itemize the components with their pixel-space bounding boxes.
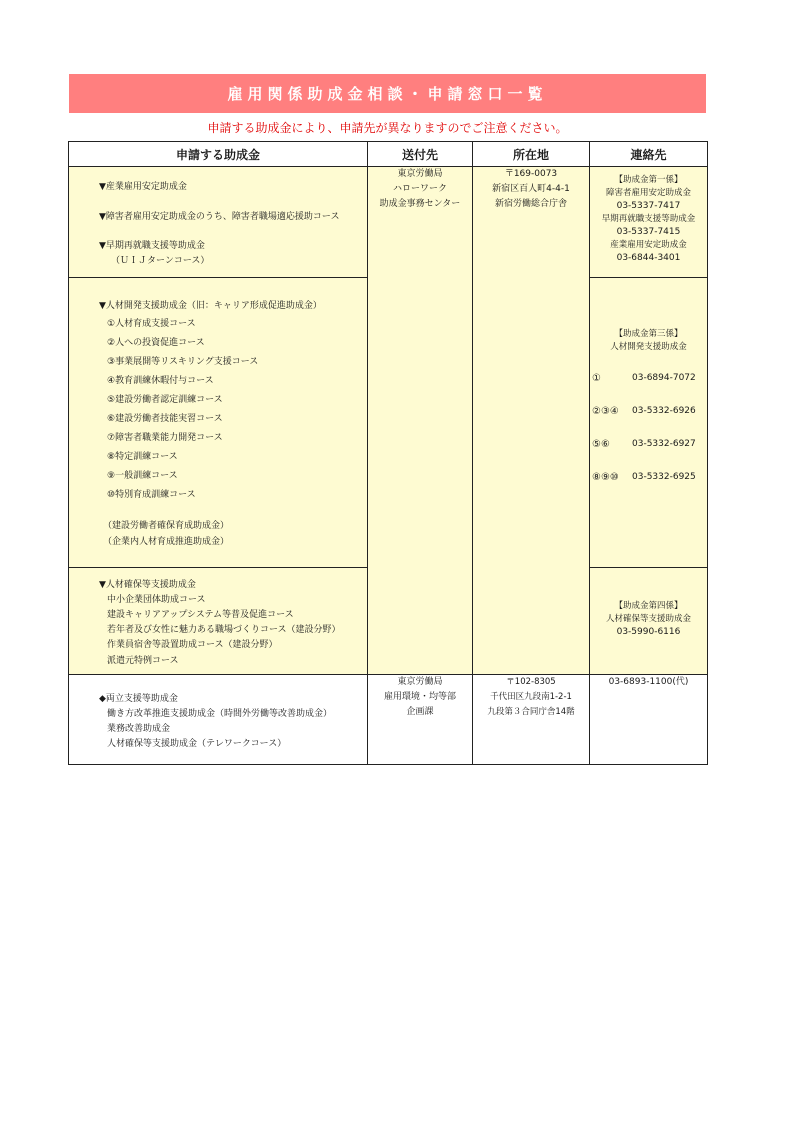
list-item: （建設労働者確保育成助成金） xyxy=(103,521,230,531)
list-item: ⑤建設労働者認定訓練コース xyxy=(107,395,223,405)
list-item: 派遣元特例コース xyxy=(107,656,179,666)
location-line: 〒102-8305 xyxy=(506,677,556,687)
phone-number: 03-6894-7072 xyxy=(632,373,696,383)
list-item: 中小企業団体助成コース xyxy=(107,595,206,605)
list-item: ⑧特定訓練コース xyxy=(107,452,178,462)
group3-subsidy-cell xyxy=(69,568,368,675)
phone-number: 03-6844-3401 xyxy=(616,253,681,263)
list-item: 建設キャリアアップシステム等普及促進コース xyxy=(107,610,294,620)
phone-number: 03-6893-1100(代) xyxy=(608,677,689,687)
shared-location-cell xyxy=(473,167,590,675)
list-item: ◆両立支援等助成金 xyxy=(99,694,178,704)
send-to-line: 助成金事務センター xyxy=(379,199,461,209)
phone-number: 03-5337-7417 xyxy=(616,201,681,211)
notice-text: 申請する助成金により、申請先が異なりますのでご注意ください。 xyxy=(207,121,568,135)
group4-contact-cell xyxy=(590,675,708,765)
list-item: ①人材育成支援コース xyxy=(107,319,196,329)
list-item: （ＵＩＪターンコース） xyxy=(111,256,210,266)
contact-number-row xyxy=(592,368,707,388)
list-item: 人材確保等支援助成金（テレワークコース） xyxy=(107,739,287,749)
group2-contact-cell xyxy=(590,278,708,568)
location-line: 千代田区九段南1-2-1 xyxy=(490,692,572,702)
send-to-line: 企画課 xyxy=(406,707,434,717)
contact-line: 人材確保等支援助成金 xyxy=(605,614,691,624)
header-location: 所在地 xyxy=(473,142,590,167)
contact-number-row xyxy=(592,434,707,454)
list-item: ⑨一般訓練コース xyxy=(107,471,178,481)
phone-number: 03-5990-6116 xyxy=(616,627,681,637)
list-item: ③事業展開等リスキリング支援コース xyxy=(107,357,259,367)
table-row xyxy=(69,167,708,278)
location-line: 九段第３合同庁舎14階 xyxy=(487,707,575,717)
course-key: ① xyxy=(592,372,601,384)
list-item: 作業員宿舎等設置助成コース（建設分野） xyxy=(107,640,278,650)
phone-number: 03-5332-6927 xyxy=(632,439,696,449)
list-item: ▼産業雇用安定助成金 xyxy=(99,182,187,192)
contact-table xyxy=(68,141,708,765)
course-key: ⑤⑥ xyxy=(592,438,610,450)
table-header-row xyxy=(69,142,708,167)
header-send-to: 送付先 xyxy=(368,142,473,167)
send-to-line: 東京労働局 xyxy=(397,169,443,179)
table-row xyxy=(69,675,708,765)
list-item: 業務改善助成金 xyxy=(107,724,171,734)
page-title-banner xyxy=(69,74,706,113)
contact-line: 産業雇用安定助成金 xyxy=(610,240,687,250)
location-line: 新宿労働総合庁舎 xyxy=(494,199,567,209)
list-item: ⑩特別育成訓練コース xyxy=(107,490,196,500)
list-item: ▼人材確保等支援助成金 xyxy=(99,580,196,590)
contact-line: 【助成金第一係】 xyxy=(614,175,683,185)
send-to-line: 東京労働局 xyxy=(397,677,443,687)
send-to-line: ハローワーク xyxy=(392,184,447,194)
contact-number-row xyxy=(592,401,707,421)
header-subsidy: 申請する助成金 xyxy=(69,142,368,167)
list-item: ▼人材開発支援助成金（旧：キャリア形成促進助成金） xyxy=(99,301,322,311)
contact-line: 障害者雇用安定助成金 xyxy=(605,188,691,198)
course-key: ②③④ xyxy=(592,405,619,417)
group4-location-cell xyxy=(473,675,590,765)
shared-send-to-cell xyxy=(368,167,473,675)
contact-line: 【助成金第三係】 xyxy=(614,329,683,339)
location-line: 新宿区百人町4-4-1 xyxy=(492,184,570,194)
list-item: 若年者及び女性に魅力ある職場づくりコース（建設分野） xyxy=(107,625,341,635)
phone-number: 03-5332-6926 xyxy=(632,406,696,416)
group4-subsidy-cell xyxy=(69,675,368,765)
group1-contact-cell xyxy=(590,167,708,278)
page-title: 雇用関係助成金相談・申請窓口一覧 xyxy=(227,85,548,103)
phone-number: 03-5332-6925 xyxy=(632,472,696,482)
list-item: ⑥建設労働者技能実習コース xyxy=(107,414,223,424)
course-key: ⑧⑨⑩ xyxy=(592,471,619,483)
group4-send-to-cell xyxy=(368,675,473,765)
group1-subsidy-cell xyxy=(69,167,368,278)
phone-number: 03-5337-7415 xyxy=(616,227,681,237)
location-line: 〒169-0073 xyxy=(504,169,558,179)
group2-subsidy-cell xyxy=(69,278,368,568)
send-to-line: 雇用環境・均等部 xyxy=(383,692,456,702)
contact-line: 【助成金第四係】 xyxy=(614,601,683,611)
list-item: ④教育訓練休暇付与コース xyxy=(107,376,214,386)
list-item: （企業内人材育成推進助成金） xyxy=(103,537,230,547)
contact-number-row xyxy=(592,467,707,487)
contact-line: 早期再就職支援等助成金 xyxy=(601,214,696,224)
contact-line: 人材開発支援助成金 xyxy=(610,342,687,352)
list-item: ②人への投資促進コース xyxy=(107,338,205,348)
group3-contact-cell xyxy=(590,568,708,675)
list-item: ⑦障害者職業能力開発コース xyxy=(107,433,223,443)
list-item: 働き方改革推進支援助成金（時間外労働等改善助成金） xyxy=(107,709,333,719)
list-item: ▼早期再就職支援等助成金 xyxy=(99,241,205,251)
list-item: ▼障害者雇用安定助成金のうち、障害者職場適応援助コース xyxy=(99,212,340,222)
header-contact: 連絡先 xyxy=(590,142,708,167)
